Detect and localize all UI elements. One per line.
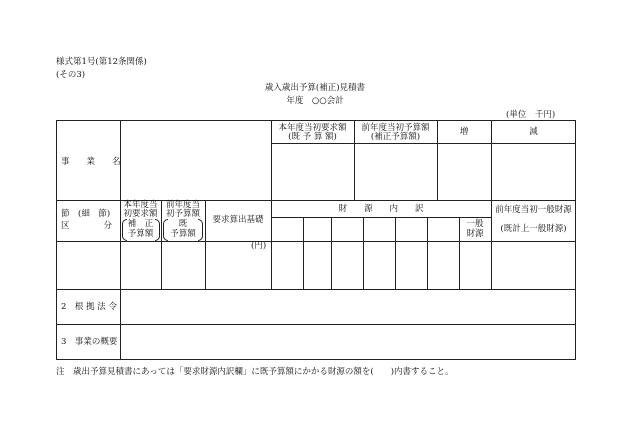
project-overview-label: 3 事業の概要 <box>61 337 118 347</box>
prev-general-fund-subheader: (既計上一般財源) <box>500 224 567 234</box>
prev-year-initial-subheader: (補正予算額) <box>370 132 421 142</box>
estimate-table <box>56 120 576 360</box>
col-prev-line2: 初予算額 <box>165 209 200 219</box>
project-name-label: 事 業 名 <box>61 157 121 167</box>
current-year-initial-subheader: (既 予 算 額) <box>288 132 337 142</box>
paren-right-current <box>155 219 160 241</box>
current-year-initial-header: 本年度当初要求額 <box>278 123 347 133</box>
col-prev-line1: 前年度当 <box>165 200 200 210</box>
prev-general-fund-header: 前年度当初一般財源 <box>495 205 572 215</box>
yen-unit-label: (円) <box>251 241 267 251</box>
form-number: 様式第1号(第12条関係) <box>56 57 147 67</box>
paren-right-prev <box>198 219 203 241</box>
increase-header: 増 <box>459 127 469 137</box>
col-current-line4: 予算額 <box>127 229 154 239</box>
footnote: 注 歳出予算見積書にあっては「要求財源内訳欄」に既予算額にかかる財源の額を( )内書すること。 <box>56 367 454 377</box>
funding-breakdown-header: 財 源 内 訳 <box>338 204 424 214</box>
general-fund-line2: 財源 <box>466 229 484 239</box>
prev-year-initial-header: 前年度当初予算額 <box>361 123 430 133</box>
section-label-1: 節 (細 節) <box>61 209 111 219</box>
col-current-line2: 初要求額 <box>123 209 158 219</box>
general-fund-line1: 一般 <box>466 219 484 229</box>
document-title: 歳入歳出予算(補正)見積書 <box>264 83 366 93</box>
paren-left-current <box>122 219 127 241</box>
section-label-2: 区 分 <box>61 221 113 231</box>
unit-label: (単位 千円) <box>506 110 556 120</box>
legal-basis-label: 2 根 拠 法 令 <box>61 302 118 312</box>
basis-header: 要求算出基礎 <box>212 215 264 225</box>
paren-left-prev <box>163 219 168 241</box>
col-current-line1: 本年度当 <box>123 200 158 210</box>
decrease-header: 減 <box>529 127 538 137</box>
sub-number: (その3) <box>56 70 86 80</box>
col-prev-line4: 予算額 <box>170 229 196 239</box>
col-current-line3: 補 正 <box>127 219 154 229</box>
col-prev-line3: 既 <box>178 219 188 229</box>
fiscal-year-line: 年度 ○○会計 <box>286 96 344 106</box>
